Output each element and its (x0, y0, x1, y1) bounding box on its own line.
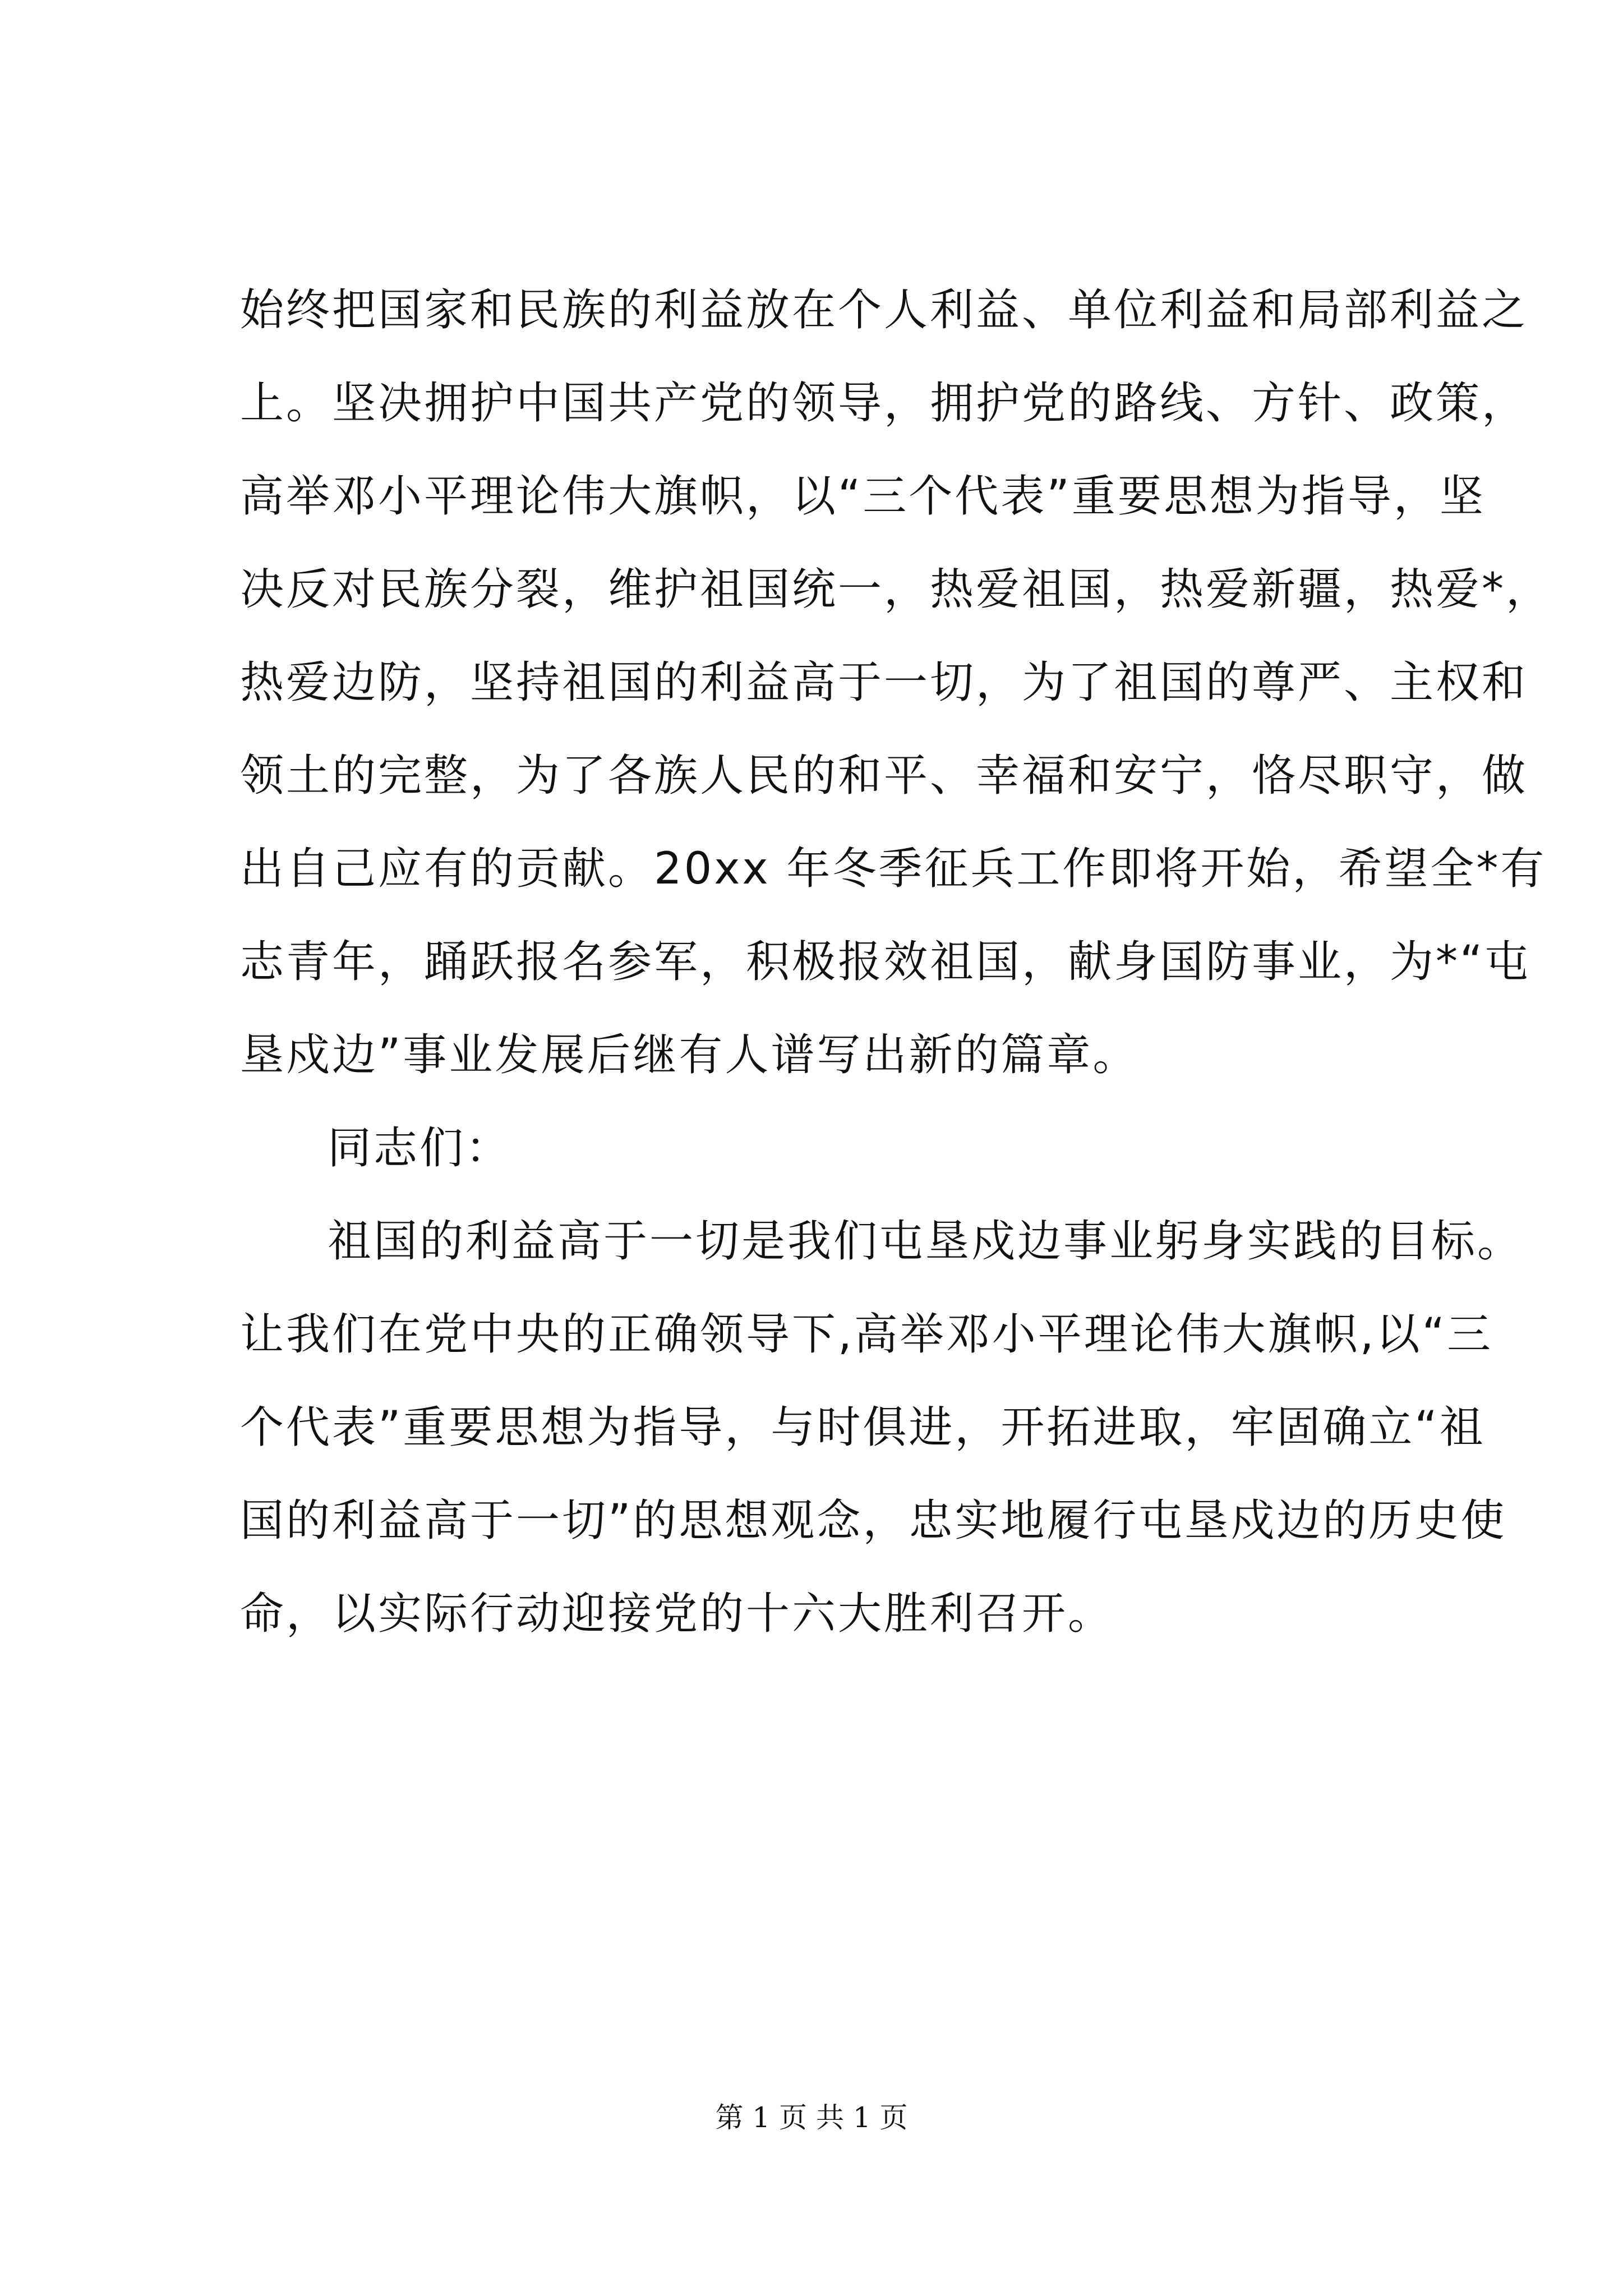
text-line: 国的利益高于一切”的思想观念，忠实地履行屯垦戍边的历史使 (240, 1496, 1507, 1546)
text-line: 志青年，踊跃报名参军，积极报效祖国，献身国防事业，为*“屯 (240, 937, 1531, 987)
text-line: 始终把国家和民族的利益放在个人利益、单位利益和局部利益之 (240, 285, 1528, 335)
text-line: 决反对民族分裂，维护祖国统一，热爱祖国，热爱新疆，热爱*， (240, 564, 1552, 615)
text-line: 命，以实际行动迎接党的十六大胜利召开。 (240, 1589, 1114, 1639)
page-number-footer: 第 1 页 共 1 页 (715, 2101, 908, 2134)
text-line: 出自己应有的贡献。20xx 年冬季征兵工作即将开始，希望全*有 (240, 844, 1547, 894)
document-body (240, 264, 1552, 1660)
text-line: 上。坚决拥护中国共产党的领导，拥护党的路线、方针、政策， (240, 378, 1528, 429)
paragraph-start-line: 祖国的利益高于一切是我们屯垦戍边事业躬身实践的目标。 (328, 1216, 1524, 1267)
text-line: 高举邓小平理论伟大旗帜，以“三个代表”重要思想为指导，坚 (240, 471, 1486, 522)
text-line: 垦戍边”事业发展后继有人谱写出新的篇章。 (240, 1030, 1139, 1080)
text-line: 热爱边防，坚持祖国的利益高于一切，为了祖国的尊严、主权和 (240, 657, 1528, 708)
text-line: 领土的完整，为了各族人民的和平、幸福和安宁，恪尽职守，做 (240, 751, 1528, 801)
text-line: 让我们在党中央的正确领导下,高举邓小平理论伟大旗帜,以“三 (240, 1309, 1493, 1360)
salutation-line: 同志们： (328, 1123, 512, 1174)
text-line: 个代表”重要思想为指导，与时俱进，开拓进取，牢固确立“祖 (240, 1402, 1486, 1453)
